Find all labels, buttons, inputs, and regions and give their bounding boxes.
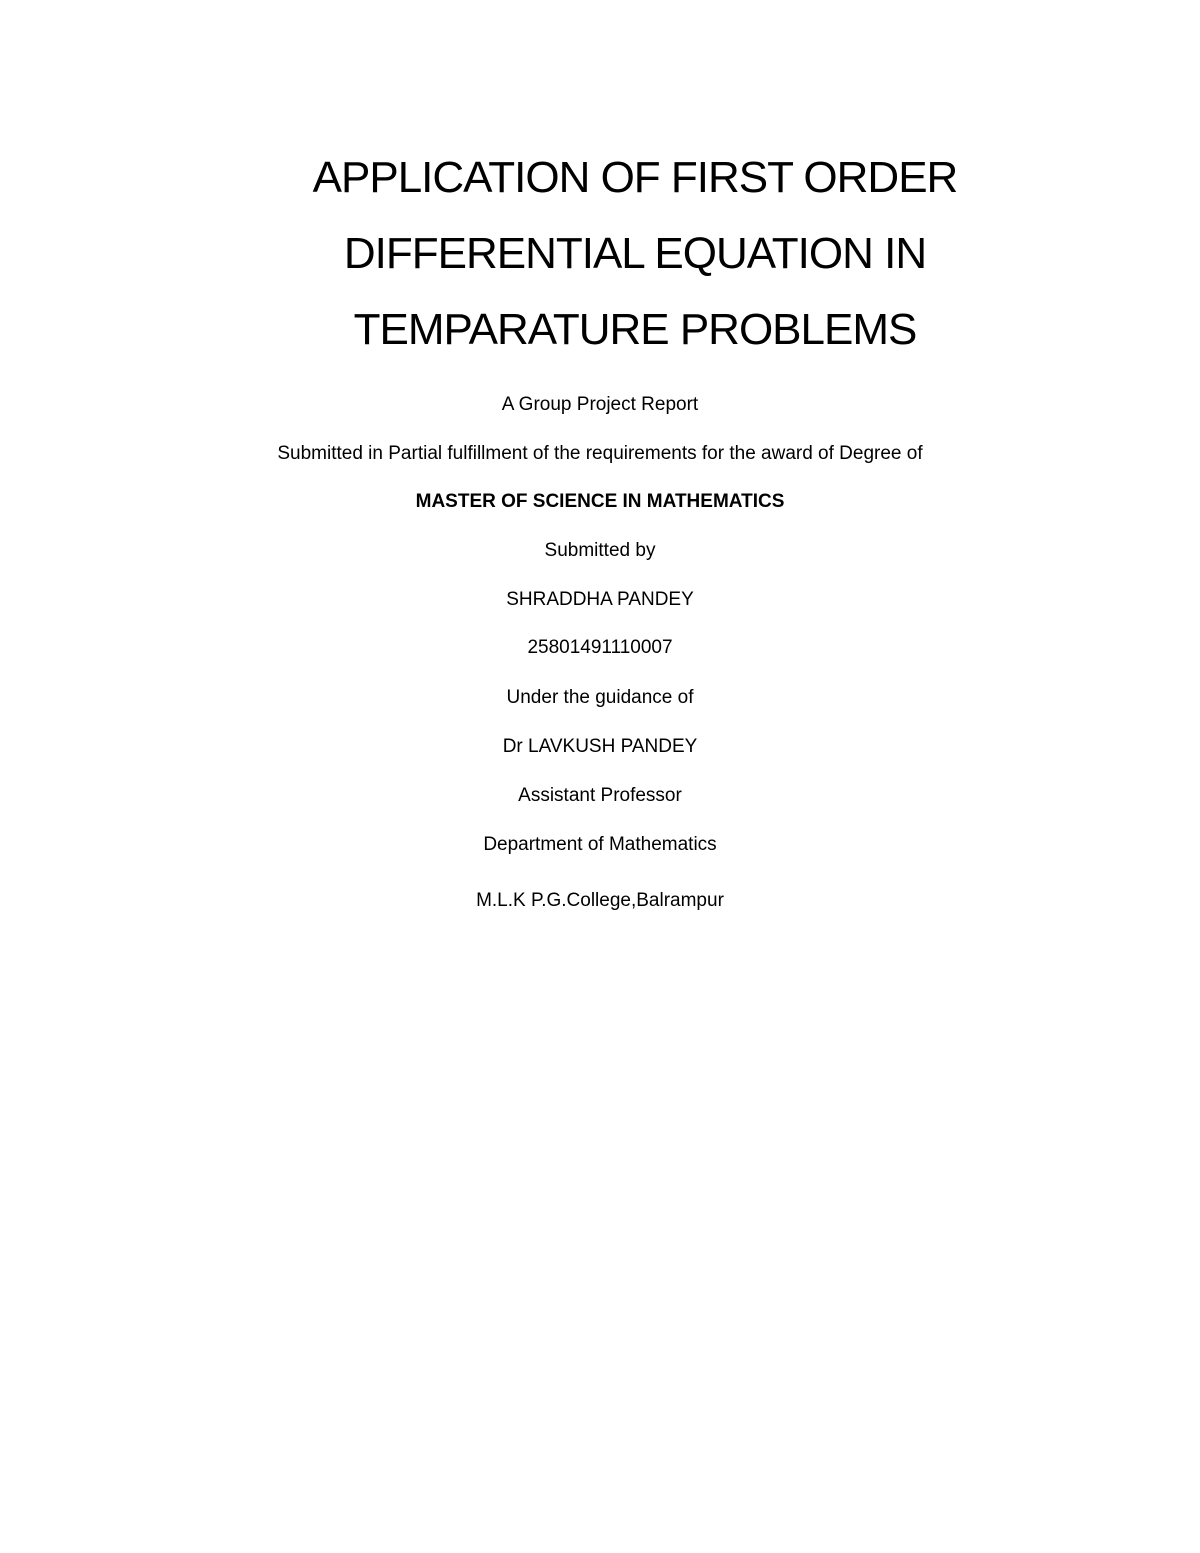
guide-department: Department of Mathematics <box>483 834 717 855</box>
guide-name: Dr LAVKUSH PANDEY <box>502 736 698 757</box>
degree-name: MASTER OF SCIENCE IN MATHEMATICS <box>415 491 785 512</box>
submission-note: Submitted in Partial fulfillment of the requirements for the award of Degree of <box>277 443 923 464</box>
title-line-3: TEMPARATURE PROBLEMS <box>353 305 917 354</box>
report-type: A Group Project Report <box>501 394 699 415</box>
college-name: M.L.K P.G.College,Balrampur <box>476 890 724 911</box>
title-line-2: DIFFERENTIAL EQUATION IN <box>343 229 927 278</box>
student-roll-number: 25801491110007 <box>527 637 673 658</box>
title-line-1: APPLICATION OF FIRST ORDER <box>312 153 958 202</box>
student-name: SHRADDHA PANDEY <box>506 589 694 610</box>
guidance-label: Under the guidance of <box>506 687 694 708</box>
guide-designation: Assistant Professor <box>518 785 682 806</box>
submitted-by-label: Submitted by <box>544 540 656 561</box>
